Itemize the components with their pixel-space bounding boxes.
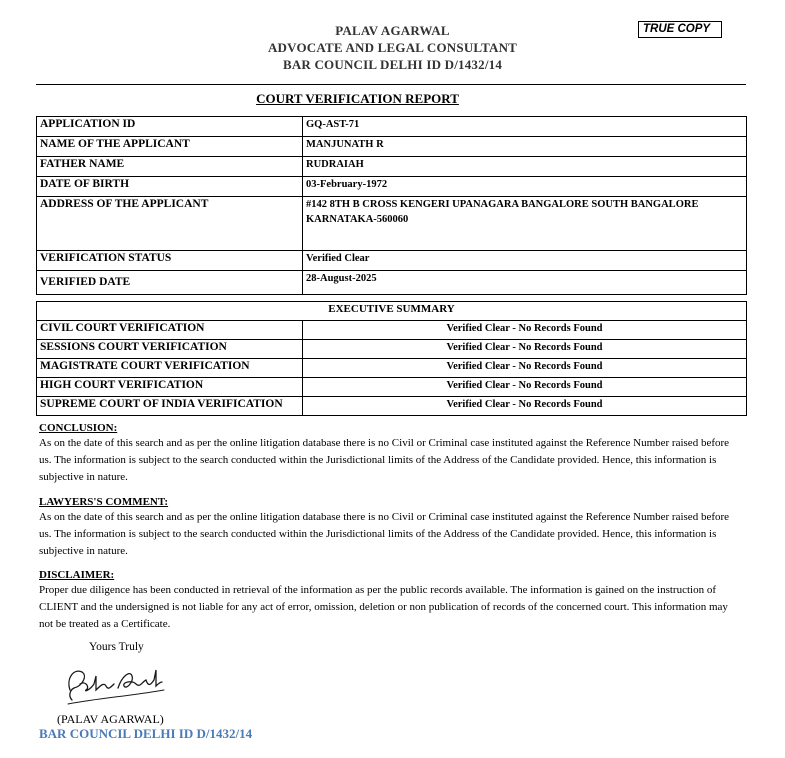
table-row — [37, 378, 747, 397]
table-row — [37, 117, 747, 137]
summary-value: Verified Clear - No Records Found — [303, 340, 747, 359]
table-row — [37, 397, 747, 416]
detail-label: VERIFICATION STATUS — [37, 251, 303, 271]
executive-summary-table — [36, 301, 747, 416]
table-row — [37, 137, 747, 157]
executive-summary-heading: EXECUTIVE SUMMARY — [37, 302, 747, 321]
summary-label: CIVIL COURT VERIFICATION — [37, 321, 303, 340]
detail-label: APPLICATION ID — [37, 117, 303, 137]
lawyers-comment-section — [39, 495, 739, 560]
detail-label: DATE OF BIRTH — [37, 177, 303, 197]
disclaimer-section — [39, 568, 739, 633]
detail-value: #142 8TH B CROSS KENGERI UPANAGARA BANGALORE SOUTH BANGALORE KARNATAKA-560060 — [303, 197, 747, 251]
advocate-name: PALAV AGARWAL — [335, 23, 450, 38]
table-row — [37, 359, 747, 378]
table-row — [37, 302, 747, 321]
summary-label: SESSIONS COURT VERIFICATION — [37, 340, 303, 359]
summary-value: Verified Clear - No Records Found — [303, 378, 747, 397]
table-row — [37, 321, 747, 340]
conclusion-section — [39, 421, 739, 486]
summary-label: HIGH COURT VERIFICATION — [37, 378, 303, 397]
advocate-council-id: BAR COUNCIL DELHI ID D/1432/14 — [282, 57, 503, 72]
detail-label: VERIFIED DATE — [37, 271, 303, 295]
detail-value: 28-August-2025 — [303, 271, 747, 295]
closing-salutation: Yours Truly — [89, 641, 144, 653]
summary-label: SUPREME COURT OF INDIA VERIFICATION — [37, 397, 303, 416]
detail-value: RUDRAIAH — [303, 157, 747, 177]
signature-image — [60, 660, 170, 711]
summary-label: MAGISTRATE COURT VERIFICATION — [37, 359, 303, 378]
disclaimer-text: Proper due diligence has been conducted in retrieval of the information as per the public records available. The information is gained on the instruction of CLIENT and the undersigned is not liable for any act of error, omission, deletion or non publication of records of the concerned court. This information may not be treated as a Certificate. — [39, 584, 728, 630]
detail-value: Verified Clear — [303, 251, 747, 271]
header-divider — [36, 84, 746, 85]
table-row — [37, 197, 747, 251]
summary-value: Verified Clear - No Records Found — [303, 397, 747, 416]
table-row — [37, 271, 747, 295]
table-row — [37, 157, 747, 177]
signatory-name: (PALAV AGARWAL) — [57, 712, 164, 726]
summary-value: Verified Clear - No Records Found — [303, 359, 747, 378]
detail-label: NAME OF THE APPLICANT — [37, 137, 303, 157]
signatory-council-id: BAR COUNCIL DELHI ID D/1432/14 — [39, 726, 253, 741]
report-title: COURT VERIFICATION REPORT — [256, 91, 459, 106]
conclusion-heading: CONCLUSION: — [39, 422, 118, 434]
summary-value: Verified Clear - No Records Found — [303, 321, 747, 340]
table-row — [37, 177, 747, 197]
detail-value: GQ-AST-71 — [303, 117, 747, 137]
handwritten-signature — [60, 660, 170, 706]
detail-label: FATHER NAME — [37, 157, 303, 177]
lawyers-comment-heading: LAWYERS'S COMMENT: — [39, 496, 169, 508]
applicant-details-table — [36, 116, 747, 295]
table-row — [37, 340, 747, 359]
lawyers-comment-text: As on the date of this search and as per the online litigation database there is no Civil or Criminal case instituted against the Reference Number raised before us. The information is subject to the search conducted within the Jurisdictional limits of the Address of the Candidate provided. Hence, this information is subjective in nature. — [39, 511, 730, 557]
table-row — [37, 251, 747, 271]
detail-value: 03-February-1972 — [303, 177, 747, 197]
detail-value: MANJUNATH R — [303, 137, 747, 157]
detail-label: ADDRESS OF THE APPLICANT — [37, 197, 303, 251]
disclaimer-heading: DISCLAIMER: — [39, 569, 115, 581]
conclusion-text: As on the date of this search and as per the online litigation database there is no Civil or Criminal case instituted against the Reference Number raised before us. The information is subject to the search conducted within the Jurisdictional limits of the Address of the Candidate provided. Hence, this information is subjective in nature. — [39, 437, 730, 483]
true-copy-stamp: TRUE COPY — [638, 21, 722, 38]
advocate-designation: ADVOCATE AND LEGAL CONSULTANT — [267, 40, 518, 55]
